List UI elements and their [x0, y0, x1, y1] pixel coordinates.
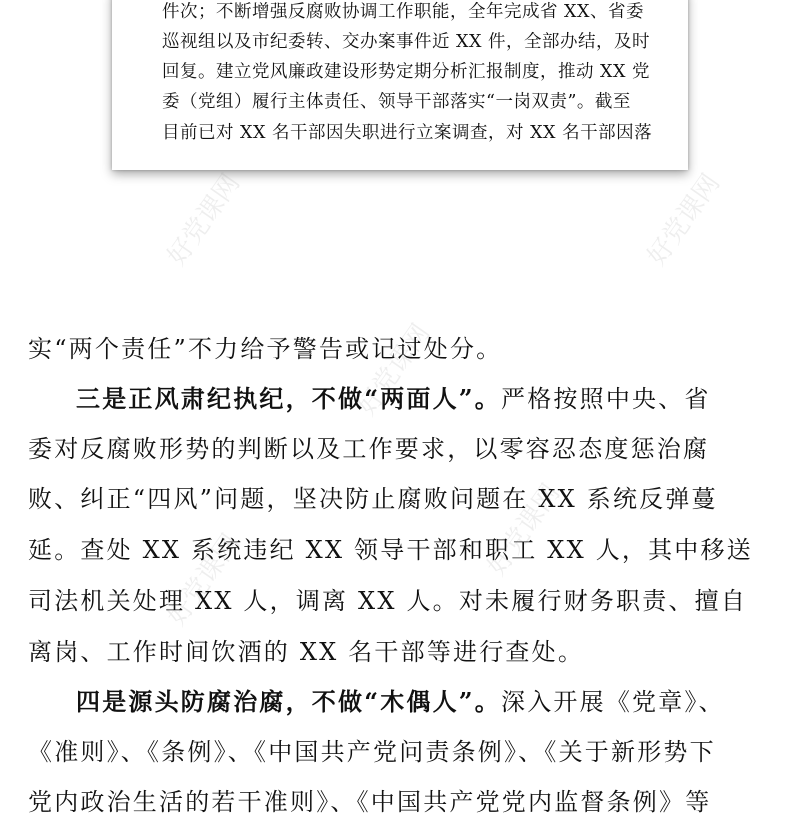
body-line: 实“两个责任”不力给予警告或记过处分。 — [28, 335, 503, 363]
body-line: 司法机关处理 XX 人，调离 XX 人。对未履行财务职责、擅自 — [28, 587, 748, 615]
paragraph-4-text: 深入开展《党章》、 — [501, 688, 725, 716]
excerpt-line: 件次；不断增强反腐败协调工作职能，全年完成省 XX、省委 — [162, 2, 644, 22]
watermark: 好党课网 — [161, 168, 247, 272]
excerpt-line: 回复。建立党风廉政建设形势定期分析汇报制度，推动 XX 党 — [162, 62, 651, 82]
paragraph-3-heading: 三是正风肃纪执纪，不做“两面人”。 — [76, 384, 502, 413]
watermark: 好党课网 — [351, 318, 437, 422]
body-line: 《准则》、《条例》、《中国共产党问责条例》、《关于新形势下 — [28, 738, 716, 766]
excerpt-line: 巡视组以及市纪委转、交办案事件近 XX 件，全部办结，及时 — [162, 32, 651, 52]
watermark: 好党课网 — [641, 168, 727, 272]
excerpt-card — [112, 0, 688, 170]
paragraph-4-first-line — [76, 686, 780, 718]
excerpt-line: 目前已对 XX 名干部因失职进行立案调查，对 XX 名干部因落 — [162, 123, 653, 143]
watermark: 好党课网 — [481, 478, 567, 582]
watermark: 好党课网 — [161, 528, 247, 632]
body-line: 离岗、工作时间饮酒的 XX 名干部等进行查处。 — [28, 638, 585, 666]
body-line: 败、纠正“四风”问题，坚决防止腐败问题在 XX 系统反弹蔓 — [28, 485, 718, 513]
body-line: 党内政治生活的若干准则》、《中国共产党党内监督条例》等 — [28, 788, 712, 816]
paragraph-4-heading: 四是源头防腐治腐，不做“木偶人”。 — [76, 687, 502, 716]
excerpt-line: 委（党组）履行主体责任、领导干部落实“一岗双责”。截至 — [162, 92, 631, 112]
paragraph-3-first-line — [76, 383, 780, 415]
body-line: 延。查处 XX 系统违纪 XX 领导干部和职工 XX 人，其中移送 — [28, 536, 753, 564]
body-line: 委对反腐败形势的判断以及工作要求，以零容忍态度惩治腐 — [28, 435, 710, 463]
paragraph-3-text: 严格按照中央、省 — [501, 385, 711, 413]
